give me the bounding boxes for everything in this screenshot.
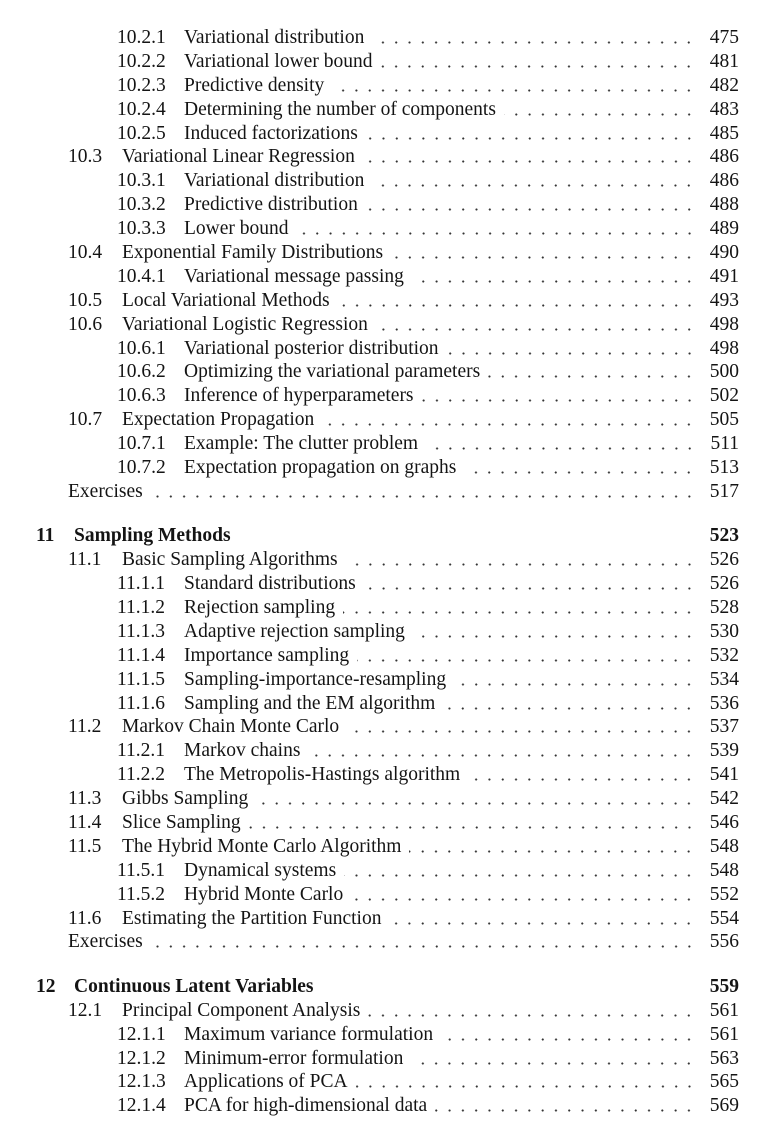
dot-leader	[413, 620, 696, 644]
page-number: 489	[709, 218, 739, 240]
entry-number: 12.1.3	[117, 1071, 166, 1093]
entry-title: Induced factorizations	[184, 122, 358, 144]
entry-title: Expectation propagation on graphs	[184, 457, 457, 479]
page-number: 493	[709, 289, 739, 311]
entry-title: Continuous Latent Variables	[74, 975, 314, 997]
page-number: 552	[709, 883, 739, 905]
dot-leader	[343, 596, 696, 620]
entry-title: Expectation Propagation	[122, 409, 315, 431]
dot-leader	[322, 408, 696, 432]
entry-number: 10.7.2	[117, 457, 166, 479]
entry-title: Standard distributions	[184, 573, 356, 595]
page-number: 526	[709, 549, 739, 571]
entry-title: Predictive distribution	[184, 194, 358, 216]
page-number: 491	[709, 265, 739, 287]
entry-title: Example: The clutter problem	[184, 433, 419, 455]
entry-title: Markov chains	[184, 740, 301, 762]
entry-title: Optimizing the variational parameters	[184, 361, 481, 383]
subsection-entry[interactable]	[0, 644, 778, 668]
entry-number: 11.5.2	[117, 883, 166, 905]
dot-leader	[347, 715, 696, 739]
subsection-entry[interactable]	[0, 1047, 778, 1071]
dot-leader	[454, 668, 696, 692]
table-of-contents	[0, 26, 778, 1118]
subsection-entry[interactable]	[0, 217, 778, 241]
page-number: 513	[709, 457, 739, 479]
page-number: 536	[709, 692, 739, 714]
dot-leader	[504, 98, 696, 122]
subsection-entry[interactable]	[0, 26, 778, 50]
chapter-entry[interactable]	[0, 524, 778, 548]
page-number: 528	[709, 596, 739, 618]
entry-title: Applications of PCA	[184, 1071, 348, 1093]
entry-number: 11.1.4	[117, 644, 166, 666]
page-number: 548	[709, 859, 739, 881]
section-entry[interactable]	[0, 907, 778, 931]
page-number: 482	[709, 74, 739, 96]
entry-title: Hybrid Monte Carlo	[184, 883, 344, 905]
page-number: 565	[709, 1071, 739, 1093]
page-number: 488	[709, 194, 739, 216]
subsection-entry[interactable]	[0, 596, 778, 620]
subsection-entry[interactable]	[0, 1070, 778, 1094]
subsection-entry[interactable]	[0, 432, 778, 456]
chapter-spacer	[0, 954, 778, 975]
entry-title: Maximum variance formulation	[184, 1023, 434, 1045]
dot-leader	[389, 907, 695, 931]
entry-number: 10.7.1	[117, 433, 166, 455]
chapter-entry[interactable]	[0, 975, 778, 999]
dot-leader	[412, 265, 696, 289]
entry-title: Predictive density	[184, 74, 325, 96]
dot-leader	[249, 811, 696, 835]
page-number: 505	[709, 409, 739, 431]
entry-number: 11.3	[68, 788, 102, 810]
entry-number: 10.6.3	[117, 385, 166, 407]
page-number: 486	[709, 146, 739, 168]
dot-leader	[372, 169, 695, 193]
section-entry[interactable]	[0, 145, 778, 169]
page-number: 498	[709, 337, 739, 359]
subsection-entry[interactable]	[0, 739, 778, 763]
subsection-entry[interactable]	[0, 456, 778, 480]
entry-number: 10.2.1	[117, 27, 166, 48]
entry-number: 11.1.2	[117, 596, 166, 618]
page-number: 490	[709, 242, 739, 264]
page-number: 542	[709, 788, 739, 810]
page-number: 561	[709, 1023, 739, 1045]
subsection-entry[interactable]	[0, 1023, 778, 1047]
entry-number: 11.5	[68, 835, 102, 857]
dot-leader	[366, 193, 696, 217]
entry-title: Exercises	[68, 931, 143, 953]
subsection-entry[interactable]	[0, 360, 778, 384]
page-number: 498	[709, 313, 739, 335]
subsection-entry[interactable]	[0, 74, 778, 98]
entry-number: 10.3.1	[117, 170, 166, 192]
entry-number: 10.6.1	[117, 337, 166, 359]
entry-title: Importance sampling	[184, 644, 350, 666]
page-number: 554	[709, 907, 739, 929]
dot-leader	[447, 337, 696, 361]
page-number: 486	[709, 170, 739, 192]
page-number: 502	[709, 385, 739, 407]
entry-number: 10.6	[68, 313, 103, 335]
dot-leader	[338, 289, 696, 313]
dot-leader	[441, 1023, 696, 1047]
entry-title: Inference of hyperparameters	[184, 385, 414, 407]
section-entry[interactable]	[0, 835, 778, 859]
entry-title: Dynamical systems	[184, 859, 337, 881]
dot-leader	[464, 456, 695, 480]
entry-title: Variational Logistic Regression	[122, 313, 368, 335]
entry-title: Determining the number of components	[184, 98, 496, 120]
exercises-entry[interactable]	[0, 930, 778, 954]
page-number: 546	[709, 812, 739, 833]
page-number: 561	[709, 999, 739, 1021]
dot-leader	[151, 930, 696, 954]
entry-title: Minimum-error formulation	[184, 1047, 404, 1069]
entry-number: 11.1.1	[117, 573, 166, 595]
dot-leader	[366, 122, 696, 146]
dot-leader	[409, 835, 695, 859]
page-number: 537	[709, 716, 739, 738]
dot-leader	[435, 1094, 696, 1118]
entry-title: Local Variational Methods	[122, 289, 330, 311]
dot-leader	[346, 548, 696, 572]
subsection-entry[interactable]	[0, 668, 778, 692]
page-number: 563	[709, 1047, 739, 1069]
section-entry[interactable]	[0, 811, 778, 835]
entry-number: 11	[36, 525, 55, 547]
subsection-entry[interactable]	[0, 169, 778, 193]
page-number: 569	[709, 1095, 739, 1117]
dot-leader	[468, 763, 696, 787]
entry-title: Adaptive rejection sampling	[184, 620, 405, 642]
dot-leader	[364, 572, 696, 596]
entry-number: 11.1.6	[117, 692, 166, 714]
entry-title: Markov Chain Monte Carlo	[122, 716, 340, 738]
subsection-entry[interactable]	[0, 1094, 778, 1118]
section-entry[interactable]	[0, 241, 778, 265]
entry-title: Estimating the Partition Function	[122, 907, 382, 929]
dot-leader	[357, 644, 696, 668]
dot-leader	[391, 241, 696, 265]
subsection-entry[interactable]	[0, 692, 778, 716]
entry-number: 12.1.4	[117, 1095, 166, 1117]
page-number: 541	[709, 764, 739, 786]
entry-number: 11.1.3	[117, 620, 166, 642]
entry-title: Variational distribution	[184, 170, 365, 192]
entry-title: Lower bound	[184, 218, 289, 240]
dot-leader	[372, 26, 695, 50]
subsection-entry[interactable]	[0, 384, 778, 408]
page-number: 559	[709, 975, 739, 997]
entry-number: 10.3.2	[117, 194, 166, 216]
subsection-entry[interactable]	[0, 572, 778, 596]
dot-leader	[422, 384, 696, 408]
dot-leader	[368, 999, 695, 1023]
entry-number: 11.4	[68, 812, 102, 833]
entry-title: Exponential Family Distributions	[122, 242, 384, 264]
entry-number: 10.3.3	[117, 218, 166, 240]
entry-number: 11.2.2	[117, 764, 166, 786]
subsection-entry[interactable]	[0, 763, 778, 787]
section-entry[interactable]	[0, 548, 778, 572]
entry-number: 10.4	[68, 242, 103, 264]
entry-title: Variational posterior distribution	[184, 337, 439, 359]
entry-title: Sampling Methods	[74, 525, 231, 547]
dot-leader	[426, 432, 696, 456]
page-number: 556	[709, 931, 739, 953]
dot-leader	[363, 145, 696, 169]
subsection-entry[interactable]	[0, 98, 778, 122]
section-entry[interactable]	[0, 313, 778, 337]
page-number: 548	[709, 835, 739, 857]
entry-number: 10.2.2	[117, 50, 166, 72]
entry-number: 11.6	[68, 907, 102, 929]
dot-leader	[332, 74, 695, 98]
dot-leader	[488, 360, 696, 384]
entry-number: 11.1.5	[117, 668, 166, 690]
entry-number: 10.2.3	[117, 74, 166, 96]
dot-leader	[297, 217, 696, 241]
entry-title: Sampling and the EM algorithm	[184, 692, 436, 714]
section-entry[interactable]	[0, 289, 778, 313]
subsection-entry[interactable]	[0, 265, 778, 289]
subsection-entry[interactable]	[0, 883, 778, 907]
entry-title: Variational message passing	[184, 265, 404, 287]
page-number: 534	[709, 668, 739, 690]
entry-number: 12.1.1	[117, 1023, 166, 1045]
section-entry[interactable]	[0, 408, 778, 432]
subsection-entry[interactable]	[0, 193, 778, 217]
entry-title: PCA for high-dimensional data	[184, 1095, 428, 1117]
dot-leader	[344, 859, 696, 883]
entry-number: 10.2.5	[117, 122, 166, 144]
entry-title: Principal Component Analysis	[122, 999, 361, 1021]
page-number: 511	[710, 433, 739, 455]
entry-title: Basic Sampling Algorithms	[122, 549, 338, 571]
section-entry[interactable]	[0, 787, 778, 811]
entry-number: 10.4.1	[117, 265, 166, 287]
exercises-entry[interactable]	[0, 480, 778, 504]
entry-title: Variational Linear Regression	[122, 146, 355, 168]
entry-number: 12	[36, 975, 56, 997]
entry-title: Variational lower bound	[184, 50, 373, 72]
page-number: 485	[709, 122, 739, 144]
entry-number: 10.5	[68, 289, 103, 311]
dot-leader	[256, 787, 696, 811]
dot-leader	[151, 480, 696, 504]
subsection-entry[interactable]	[0, 337, 778, 361]
subsection-entry[interactable]	[0, 50, 778, 74]
entry-number: 10.6.2	[117, 361, 166, 383]
entry-title: Gibbs Sampling	[122, 788, 249, 810]
dot-leader	[351, 883, 696, 907]
entry-title: Exercises	[68, 480, 143, 502]
dot-leader	[356, 1070, 696, 1094]
dot-leader	[411, 1047, 695, 1071]
entry-title: The Metropolis-Hastings algorithm	[184, 764, 461, 786]
page-number: 475	[709, 27, 739, 48]
entry-number: 12.1.2	[117, 1047, 166, 1069]
entry-number: 11.2.1	[117, 740, 166, 762]
dot-leader	[308, 739, 695, 763]
entry-number: 10.3	[68, 146, 103, 168]
page-number: 481	[709, 50, 739, 72]
subsection-entry[interactable]	[0, 859, 778, 883]
chapter-spacer	[0, 504, 778, 525]
subsection-entry[interactable]	[0, 122, 778, 146]
entry-number: 11.2	[68, 716, 102, 738]
page-number: 532	[709, 644, 739, 666]
entry-number: 10.2.4	[117, 98, 166, 120]
entry-number: 10.7	[68, 409, 103, 431]
entry-title: Slice Sampling	[122, 812, 241, 833]
dot-leader	[443, 692, 695, 716]
entry-number: 11.5.1	[117, 859, 166, 881]
page-number: 530	[709, 620, 739, 642]
subsection-entry[interactable]	[0, 620, 778, 644]
page-number: 483	[709, 98, 739, 120]
entry-number: 12.1	[68, 999, 103, 1021]
entry-number: 11.1	[68, 549, 102, 571]
page-number: 523	[709, 525, 739, 547]
page-number: 517	[709, 480, 739, 502]
page-number: 500	[709, 361, 739, 383]
entry-title: Variational distribution	[184, 27, 365, 48]
entry-title: Sampling-importance-resampling	[184, 668, 447, 690]
section-entry[interactable]	[0, 999, 778, 1023]
dot-leader	[380, 50, 695, 74]
section-entry[interactable]	[0, 715, 778, 739]
entry-title: Rejection sampling	[184, 596, 336, 618]
page-number: 526	[709, 573, 739, 595]
page-number: 539	[709, 740, 739, 762]
dot-leader	[376, 313, 696, 337]
entry-title: The Hybrid Monte Carlo Algorithm	[122, 835, 402, 857]
